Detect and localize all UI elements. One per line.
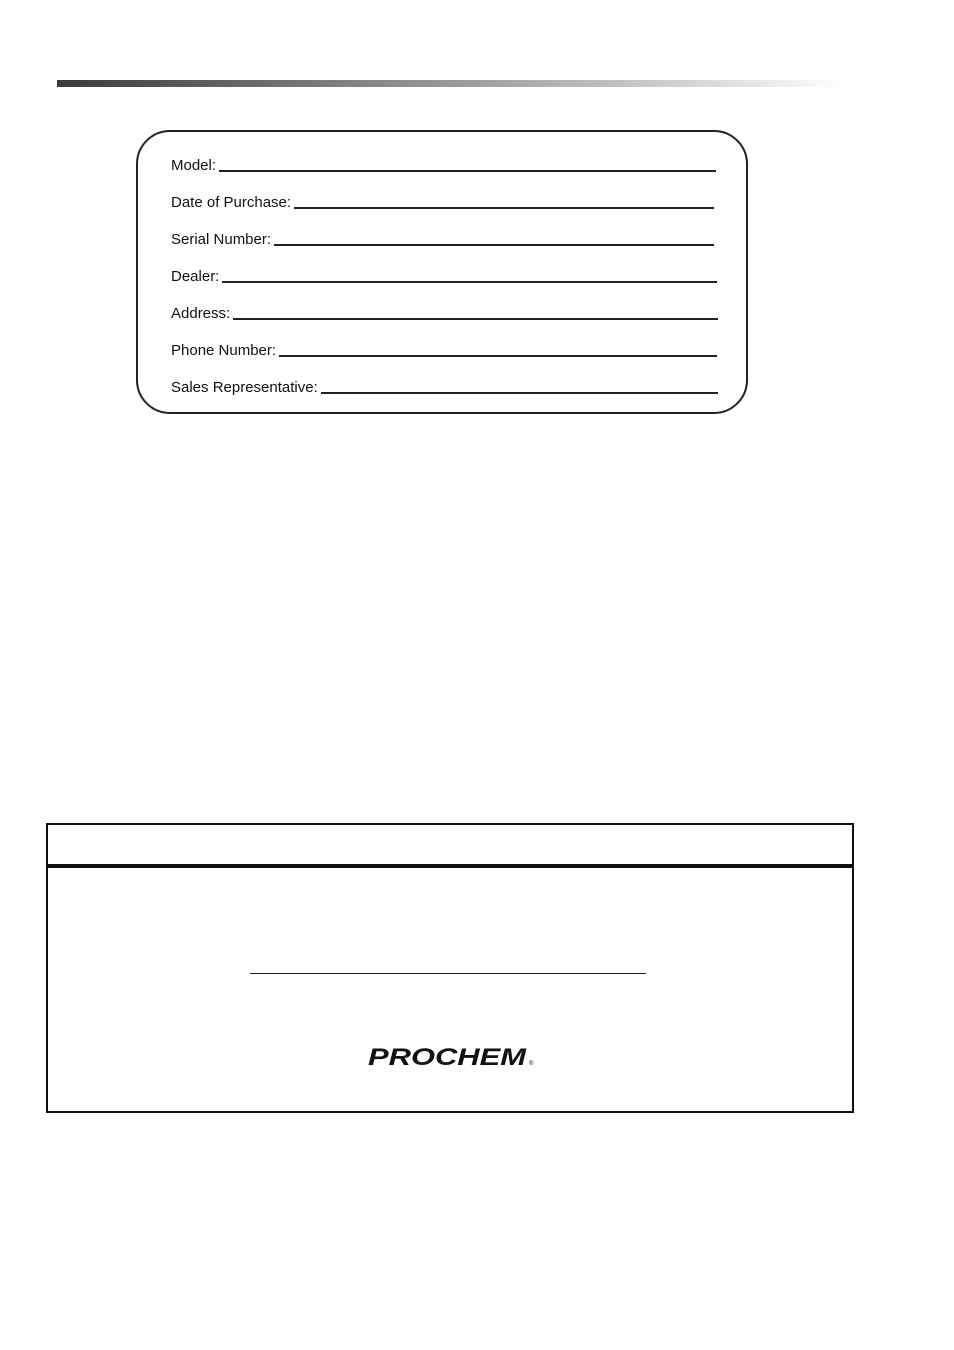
date-of-purchase-input-line[interactable] [294,207,714,209]
address-input-line[interactable] [233,318,718,320]
box-header-rule [48,864,852,868]
dealer-input-line[interactable] [222,281,717,283]
logo-wordmark: PROCHEM [368,1044,528,1069]
registered-mark: ® [529,1061,534,1067]
phone-number-field[interactable] [171,343,717,358]
serial-number-label: Serial Number: [171,231,272,248]
sales-representative-field[interactable] [171,380,718,395]
header-gradient-rule [57,80,843,87]
signature-line [250,973,646,974]
model-field[interactable] [171,158,716,173]
model-input-line[interactable] [219,170,716,172]
sales-representative-input-line[interactable] [321,392,718,394]
serial-number-field[interactable] [171,232,714,247]
address-field[interactable] [171,306,718,321]
date-of-purchase-field[interactable] [171,195,714,210]
dealer-field[interactable] [171,269,717,284]
date-of-purchase-label: Date of Purchase: [171,194,292,211]
serial-number-input-line[interactable] [274,244,714,246]
owner-record-card [136,130,748,414]
footer-box [46,823,854,1113]
dealer-label: Dealer: [171,268,220,285]
sales-representative-label: Sales Representative: [171,379,318,396]
phone-number-label: Phone Number: [171,342,277,359]
prochem-logo [366,1043,536,1069]
address-label: Address: [171,305,231,322]
model-label: Model: [171,157,217,174]
phone-number-input-line[interactable] [279,355,717,357]
